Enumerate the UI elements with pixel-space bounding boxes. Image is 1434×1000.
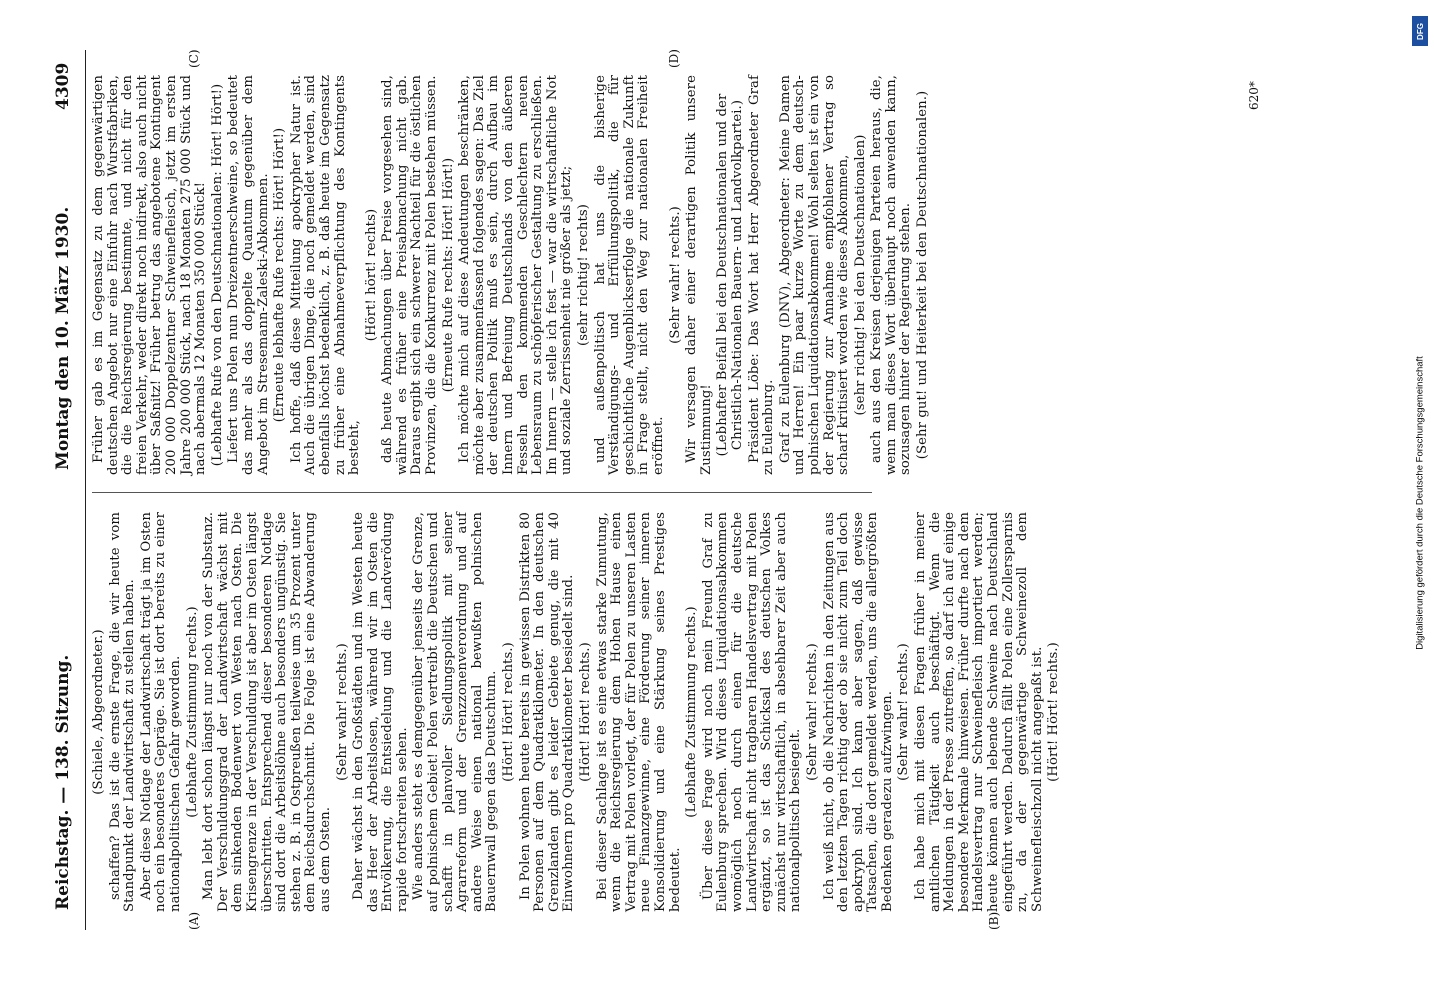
paragraph: Liefert uns Polen nun Dreizentnerschweine, so bedeutet das mehr als das doppelte Quantum gegenüber dem Angebot im Stresemann-Zaleski-Abkommen. bbox=[226, 75, 271, 475]
paragraph: Wie anders steht es demgegenüber jenseits der Grenze, auf polnischem Gebiet! Polen vertreibt die Deutschen und schafft in planvoller Siedlungspolitik mit seiner Agrarreform und der Grenzzonenverordnung und auf andere Weise einen national bewußten polnischen Bauernwall gegen das Deutschtum. bbox=[411, 512, 500, 912]
header-date: Montag den 10. März 1930. bbox=[53, 206, 73, 470]
paragraph: (Sehr wahr! rechts.) bbox=[804, 643, 820, 781]
paragraph: Früher gab es im Gegensatz zu dem gegenwärtigen deutschen Angebot nur eine Einfuhr nach Wurstfabriken, die die Reichsregierung bestimmte, und nicht für den freien Verkehr, weder direkt noch indirekt, also auch nicht über Saßnitz! Früher betrug das angebotene Kontingent 200 000 Doppelzentner Schweinefleisch, jetzt im ersten Jahre 200 000 Stück, nach 18 Monaten 275 000 Stück und nach abermals 12 Monaten 350 000 Stück! bbox=[91, 75, 209, 475]
paragraph: Man lebt dort schon längst nur noch von der Substanz. Der Verschuldungsgrad der Landwirtschaft wächst mit dem sinkenden Bodenwert von Westen nach Osten. Die Krisengrenze in der Verschuldung ist aber im Osten längst überschritten. Entsprechend dieser besonderen Notlage sind dort die Arbeitslöhne auch besonders ungünstig. Sie stehen z. B. in Ostpreußen teilweise um 35 Prozent unter dem Reichsdurchschnitt. Die Folge ist eine Abwanderung aus dem Osten. bbox=[201, 512, 333, 912]
paragraph: Aber diese Notlage der Landwirtschaft trägt ja im Osten noch ein besonderes Gepräge. Sie ist dort bereits zu einer nationalpolitischen Gefahr geworden. bbox=[138, 512, 183, 912]
paragraph: Ich habe mich mit diesen Fragen früher in meiner amtlichen Tätigkeit auch beschäftigt. Wenn die Meldungen in der Presse zutreffen, so darf ich auf einige besondere Merkmale hinweisen. Früher durfte nach dem Handelsvertrag nur Schweinefleisch importiert werden; heute können auch lebende Schweine nach Deutschland eingeführt werden. Dadurch fällt Polen eine Zollersparnis zu, da der gegenwärtige Schweinezoll dem Schweinefleischzoll nicht angepaßt ist. bbox=[913, 512, 1045, 912]
paragraph: Bei dieser Sachlage ist es eine etwas starke Zumutung, wenn die Reichsregierung dem Hohen Hause einen Vertrag mit Polen vorlegt, der für Polen zu unseren Lasten neue Finanzgewinne, eine Förderung seiner inneren Konsolidierung und eine Stärkung seines Prestiges bedeutet. bbox=[594, 512, 683, 912]
paragraph: schaffen? Das ist die ernste Frage, die wir heute vom Standpunkt der Landwirtschaft zu stellen haben. bbox=[107, 512, 138, 912]
paragraph: Ich hoffe, daß diese Mitteilung apokrypher Natur ist. Auch die übrigen Dinge, die noch gemeldet werden, sind ebenfalls höchst bedenklich, z. B. daß heute im Gegensatz zu früher eine Abnahmeverpflichtung des Kontingents besteht, bbox=[288, 75, 363, 475]
paragraph: (Schiele, Abgeordneter.) bbox=[91, 629, 106, 795]
page-number: 4309 bbox=[53, 62, 73, 110]
paragraph: (Lebhafte Rufe von den Deutschnationalen: Hört! Hört!) bbox=[209, 83, 225, 467]
header-left: Reichstag. — 138. Sitzung. bbox=[53, 654, 73, 910]
paragraph: und außenpolitisch hat uns die bisherige Verständigungs- und Erfüllungspolitik, die für geschichtliche Augenblickserfolge die nationale Zukunft in Frage stellt, nicht den Weg zur nationalen Freiheit eröffnet. bbox=[592, 75, 666, 475]
paragraph: auch aus den Kreisen derjenigen Parteien heraus, die, wenn man dieses Wort überhaupt noch anwenden kann, sozusagen hinter der Regierung stehen. bbox=[869, 75, 914, 475]
paragraph: Daher wächst in den Großstädten und im Westen heute das Heer der Arbeitslosen, während wir im Osten die Entvölkerung, die Entsiedelung und die Landverödung rapide fortschreiten sehen. bbox=[351, 512, 410, 912]
paragraph: (Sehr wahr! rechts.) bbox=[334, 643, 350, 781]
rotated-document-body bbox=[47, 49, 1387, 930]
paragraph: (Lebhafte Zustimmung rechts.) bbox=[184, 606, 200, 818]
header-rule bbox=[85, 50, 86, 930]
left-column bbox=[92, 512, 1064, 912]
column-divider bbox=[92, 492, 872, 493]
paragraph: (Erneute lebhafte Rufe rechts: Hört! Hört!) bbox=[272, 127, 288, 423]
paragraph: daß heute Abmachungen über Preise vorgesehen sind, während es früher eine Preisabmachung nicht gab. Daraus ergibt sich ein schwerer Nachteil für die östlichen Provinzen, die die Konkurrenz mit Polen bestehen müssen. bbox=[380, 75, 440, 475]
page-header bbox=[47, 0, 87, 930]
paragraph: (Lebhafter Beifall bei den Deutschnationalen und der Christlich-Nationalen Bauern- und Landvolkpartei.) bbox=[715, 93, 745, 457]
digitization-sidebar bbox=[1410, 8, 1430, 998]
paragraph: Graf zu Eulenburg (DNV), Abgeordneter: Meine Damen und Herren! Ein paar kurze Worte zu dem deutsch-polnischen Liquidationsabkommen! Wohl selten ist ein von der Regierung zur Annahme empfohlener Vertrag so scharf kritisiert worden wie dieses Abkommen, bbox=[777, 75, 852, 475]
margin-mark-a: (A) bbox=[187, 911, 201, 930]
footer-mark: 620* bbox=[1247, 81, 1261, 110]
right-column bbox=[92, 75, 933, 475]
paragraph: (Lebhafte Zustimmung rechts.) bbox=[684, 606, 700, 818]
dfg-logo: DFG bbox=[1412, 16, 1428, 46]
margin-mark-b: (B) bbox=[987, 911, 1001, 930]
paragraph: (Hört! Hört! rechts.) bbox=[1046, 642, 1062, 782]
paragraph: Ich möchte mich auf diese Andeutungen beschränken, möchte aber zusammenfassend folgendes sagen: Das Ziel der deutschen Politik muß es sein, durch Aufbau im Innern und Befreiung Deutschlands von den äußeren Fesseln den kommenden Geschlechtern neuen Lebensraum zu schöpferischer Gestaltung zu erschließen. Im Innern — stelle ich fest — war die wirtschaftliche Not und soziale Zerrissenheit nie größer als jetzt; bbox=[457, 75, 575, 475]
paragraph: (Sehr wahr! rechts.) bbox=[667, 206, 683, 344]
paragraph: (Hört! Hört! rechts.) bbox=[578, 642, 593, 782]
paragraph: (Sehr wahr! rechts.) bbox=[896, 643, 912, 781]
paragraph: Über diese Frage wird noch mein Freund Graf zu Eulenburg sprechen. Wird dieses Liquidationsabkommen womöglich noch durch einen für die deutsche Landwirtschaft nicht tragbaren Handelsvertrag mit Polen ergänzt, so ist das Schicksal des deutschen Volkes zunächst nur wirtschaftlich, in absehbarer Zeit aber auch nationalpolitisch besiegelt. bbox=[700, 512, 804, 912]
paragraph: (Erneute Rufe rechts: Hört! Hört!) bbox=[440, 157, 456, 393]
paragraph: Wir versagen daher einer derartigen Politik unsere Zustimmung! bbox=[684, 75, 714, 475]
paragraph: (Hört! hört! rechts) bbox=[363, 208, 379, 342]
digitization-note: Digitalisierung gefördert durch die Deutsche Forschungsgemeinschaft bbox=[1414, 356, 1426, 650]
paragraph: Ich weiß nicht, ob die Nachrichten in den Zeitungen aus den letzten Tagen richtig oder ob sie nicht zum Teil doch apokryph sind. Ich kann aber sagen, daß gewisse Tatsachen, die dort gemeldet werden, uns die allergrößten Bedenken geradezu aufzwingen. bbox=[821, 512, 895, 912]
paragraph: (sehr richtig! bei den Deutschnationalen) bbox=[852, 134, 868, 416]
paragraph: (Sehr gut! und Heiterkeit bei den Deutschnationalen.) bbox=[915, 90, 931, 460]
paragraph: In Polen wohnen heute bereits in gewissen Distrikten 80 Personen auf dem Quadratkilometer. In den deutschen Grenzlanden gibt es leider Gebiete genug, die mit 40 Einwohnern pro Quadratkilometer besiedelt sind. bbox=[517, 512, 577, 912]
margin-mark-d: (D) bbox=[667, 49, 681, 68]
paragraph: Präsident Löbe: Das Wort hat Herr Abgeordneter Graf zu Eulenburg. bbox=[746, 75, 777, 475]
paragraph: (Hört! Hört! rechts.) bbox=[501, 642, 517, 782]
margin-mark-c: (C) bbox=[187, 49, 201, 68]
paragraph: (sehr richtig! rechts) bbox=[576, 204, 591, 346]
